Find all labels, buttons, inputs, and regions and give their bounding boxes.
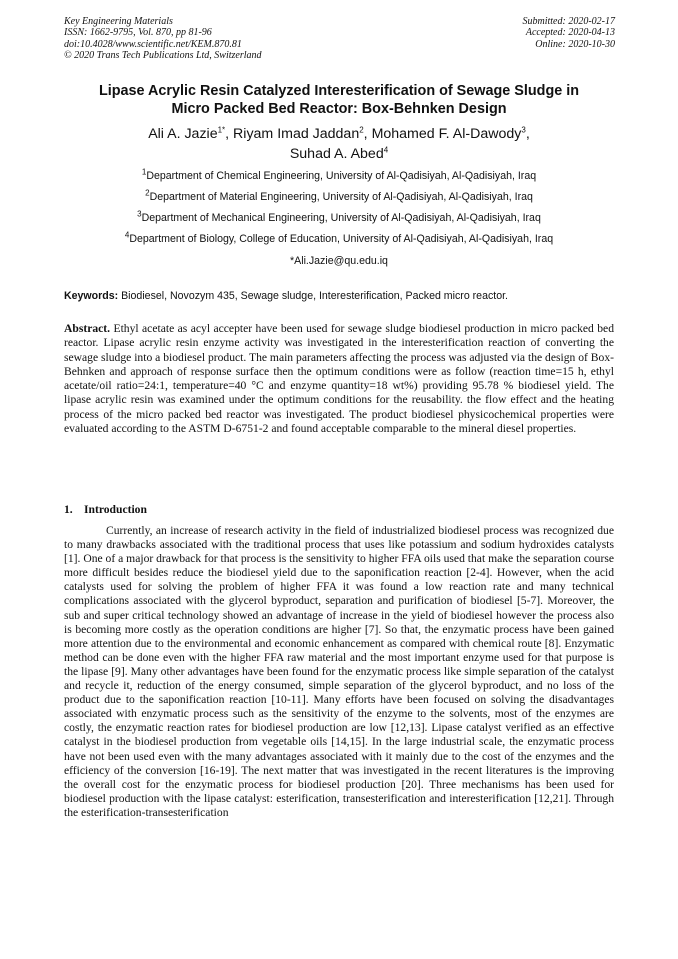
online-date: Online: 2020-10-30: [535, 38, 615, 50]
section-title: Introduction: [84, 503, 147, 516]
journal-header: [64, 16, 262, 62]
affiliation-sup: 3: [137, 209, 142, 219]
author-line-2: [40, 144, 638, 164]
affiliation-text: Department of Mechanical Engineering, University of Al-Qadisiyah, Al-Qadisiyah, Iraq: [141, 212, 541, 224]
introduction-paragraph: Currently, an increase of research activity in the field of industrialized biodiesel process was recognized due to many drawbacks associated with the traditional process that uses like potassium and sodium hydroxides catalysts [1]. One of a major drawback for that process is the sensitivity to higher FFA oils used that make the separation course more difficult besides reduce the biodiesel yield due to the saponification reaction [2-4]. However, when the acid catalysts used for solving the problem of higher FFA it was found a low reaction rate and many technical complications associated with the glycerol byproduct, separation and purification of biodiesel [5-7]. Moreover, the sub and super critical technology showed an advantage of increase in the yield of biodiesel however the process also is becoming more costly as the operation conditions are higher [7]. So that, the enzymatic process have been gained more attention due to the environmental and economic enhancement as compared with chemical route [8]. Enzymatic method can be done even with the higher FFA raw material and the most important enzyme used for that purpose is the lipase [9]. Many other advantages have been found for the enzymatic process like simple separation of the catalyst and recycle it, reduction of the energy consumed, simple separation of the glycerol byproduct, and no loss of the product due to the saponification reaction [10-11]. Many efforts have been focused on solving the disadvantages associated with enzymatic process such as the sensitivity of the enzyme to the solvents, most of the enzymes are costly, the enzymatic reaction rates for biodiesel production are low [12,13]. Lipase catalyst verified as an effective catalyst in the biodiesel production from vegetable oils [14,15]. In the large industrial scale, the enzymatic process have not been used even with the many advantages associated with it mainly due to the cost of the enzymes and the efficiency of the conversion [16-19]. The next matter that was investigated in the recent literatures is the improving the overall cost for the enzymatic process for biodiesel production [20]. Three mechanisms has been used for biodiesel production with the lipase catalyst: esterification, transesterification and interesterification [12,21]. Through the esterification-transesterification: [64, 524, 614, 819]
affiliation-sup: 2: [145, 188, 150, 198]
affiliation-4: [40, 230, 638, 246]
keywords-text: Biodiesel, Novozym 435, Sewage sludge, Interesterification, Packed micro reactor.: [118, 290, 508, 302]
author-sep: ,: [525, 126, 530, 142]
abstract-label: Abstract.: [64, 322, 111, 335]
paper-title: [40, 82, 638, 118]
section-heading: [64, 503, 147, 516]
affiliation-2: [40, 188, 638, 204]
author-1: Ali A. Jazie: [148, 126, 218, 142]
abstract-text: Ethyl acetate as acyl accepter have been used for sewage sludge biodiesel production in micro packed bed reactor. Lipase acrylic resin enzyme activity was investigated in the interesterification reaction of converting the sewage sludge into a biodiesel product. The main parameters affecting the process was adjusted via the design of Box-Behnken and approach of response surface then the optimum conditions were as follow (reaction time=15 h, ethyl acetate/oil ratio=24:1, temperature=40 °C and enzyme quantity=18 wt%) providing 95.78 % biodiesel yield. The lipase acrylic resin was examined under the optimum conditions for the reusability. the flow effect and the heating process of the micro packed bed reactor was investigated. The product biodiesel physicochemical properties were evaluated according to the ASTM D-6751-2 and found acceptable comparable to the mineral diesel properties.: [64, 322, 614, 436]
keywords-label: Keywords:: [64, 290, 119, 302]
copyright-line: © 2020 Trans Tech Publications Ltd, Switzerland: [64, 50, 262, 62]
dates-header: [523, 16, 616, 50]
author-sep: ,: [225, 126, 234, 142]
title-line-1: Lipase Acrylic Resin Catalyzed Interesterification of Sewage Sludge in: [98, 83, 580, 99]
affiliation-sup: 4: [124, 230, 130, 240]
abstract: [64, 322, 614, 436]
author-list: [40, 124, 638, 164]
doi-line[interactable]: doi:10.4028/www.scientific.net/KEM.870.81: [64, 38, 242, 50]
corresponding-email[interactable]: *Ali.Jazie@qu.edu.iq: [290, 255, 388, 267]
author-1-sup: 1*: [217, 125, 226, 135]
author-3-sup: 3: [521, 125, 526, 135]
author-3: Mohamed F. Al-Dawody: [371, 126, 522, 142]
submitted-date: Submitted: 2020-02-17: [522, 16, 615, 27]
affiliation-sup: 1: [141, 167, 147, 177]
affiliation-3: [40, 209, 638, 225]
issn-line: ISSN: 1662-9795, Vol. 870, pp 81-96: [64, 27, 212, 39]
accepted-date: Accepted: 2020-04-13: [525, 27, 615, 39]
author-2-sup: 2: [359, 125, 364, 135]
affiliation-text: Department of Material Engineering, University of Al-Qadisiyah, Al-Qadisiyah, Iraq: [149, 191, 533, 203]
author-4-sup: 4: [383, 145, 389, 155]
author-line-1: [40, 124, 638, 144]
affiliation-text: Department of Chemical Engineering, University of Al-Qadisiyah, Al-Qadisiyah, Iraq: [146, 170, 537, 182]
affiliation-text: Department of Biology, College of Education, University of Al-Qadisiyah, Al-Qadisiyah, Iraq: [129, 233, 554, 245]
keywords: [64, 290, 620, 303]
author-4: Suhad A. Abed: [289, 146, 384, 162]
author-2: Riyam Imad Jaddan: [233, 126, 360, 142]
journal-name: Key Engineering Materials: [64, 16, 173, 27]
author-sep: ,: [363, 126, 372, 142]
section-number: 1.: [64, 503, 73, 516]
affiliation-1: [40, 167, 638, 183]
title-line-2: Micro Packed Bed Reactor: Box-Behnken Design: [171, 101, 507, 117]
